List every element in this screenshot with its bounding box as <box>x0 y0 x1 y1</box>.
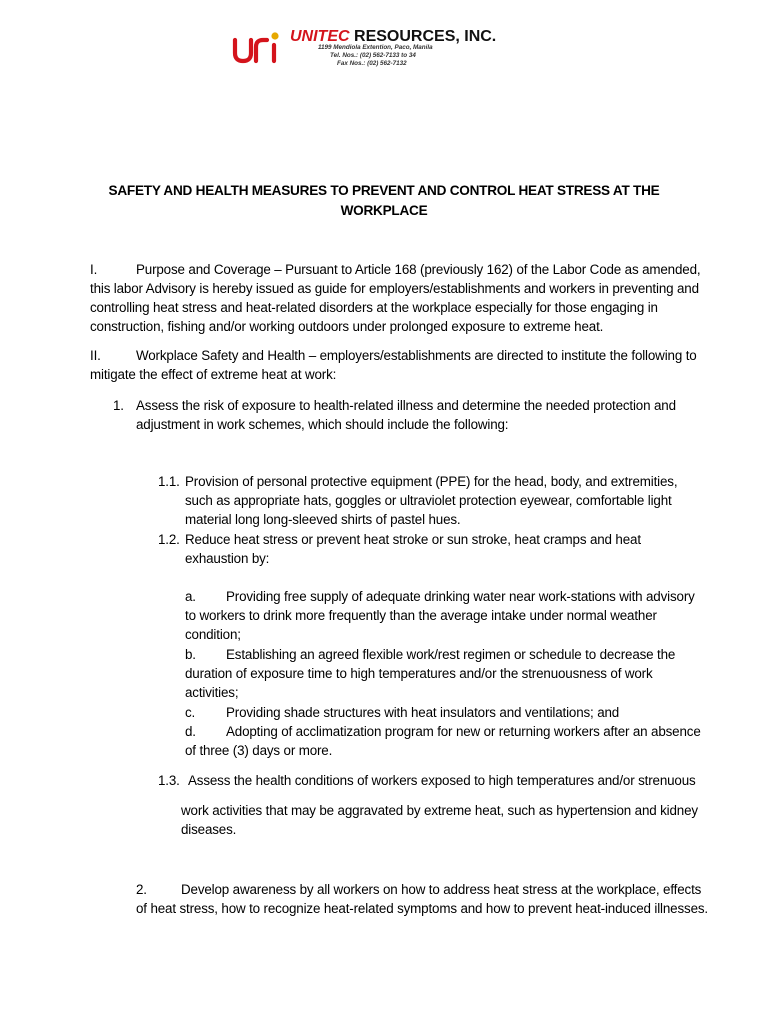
sub-d-line: of three (3) days or more. <box>185 743 333 758</box>
item2-number: 2. <box>136 882 147 897</box>
sub-d-letter: d. <box>185 724 196 739</box>
section2-line: mitigate the effect of extreme heat at work: <box>90 367 337 382</box>
item1-3-line: work activities that may be aggravated by extreme heat, such as hypertension and kidney <box>181 803 698 818</box>
item1-3-number: 1.3. <box>158 773 180 788</box>
section1-line: controlling heat stress and heat-related disorders at the workplace especially for those engaging in <box>90 300 658 315</box>
item1-line: Assess the risk of exposure to health-related illness and determine the needed protection and <box>136 398 676 413</box>
item1-1-line: such as appropriate hats, goggles or ultraviolet protection eyewear, comfortable light <box>185 493 672 508</box>
item1-3-line: Assess the health conditions of workers exposed to high temperatures and/or strenuous <box>188 773 696 788</box>
item2-line: of heat stress, how to recognize heat-related symptoms and how to prevent heat-induced illnesses. <box>136 901 708 916</box>
unitec-logo-icon <box>232 31 284 65</box>
item1-number: 1. <box>113 398 124 413</box>
sub-d-line: Adopting of acclimatization program for new or returning workers after an absence <box>226 724 701 739</box>
company-brand: UNITEC <box>290 28 350 45</box>
item1-2-line: Reduce heat stress or prevent heat stroke or sun stroke, heat cramps and heat <box>185 532 641 547</box>
item1-line: adjustment in work schemes, which should include the following: <box>136 417 509 432</box>
sub-c-letter: c. <box>185 705 196 720</box>
section1-line: Purpose and Coverage – Pursuant to Article 168 (previously 162) of the Labor Code as amended, <box>136 262 701 277</box>
item1-1-number: 1.1. <box>158 474 180 489</box>
sub-b-line: Establishing an agreed flexible work/rest regimen or schedule to decrease the <box>226 647 676 662</box>
item1-2-line: exhaustion by: <box>185 551 270 566</box>
company-telephone: Tel. Nos.: (02) 562-7133 to 34 <box>330 52 416 59</box>
item1-3-line: diseases. <box>181 822 237 837</box>
item1-1-line: Provision of personal protective equipment (PPE) for the head, body, and extremities, <box>185 474 678 489</box>
section1-line: construction, fishing and/or working outdoors under prolonged exposure to extreme heat. <box>90 319 604 334</box>
sub-a-line: to workers to drink more frequently than the average intake under normal weather <box>185 608 657 623</box>
sub-b-line: duration of exposure time to high temperatures and/or the strenuousness of work <box>185 666 653 681</box>
sub-a-line: Providing free supply of adequate drinking water near work-stations with advisory <box>226 589 695 604</box>
section2-number: II. <box>90 348 101 363</box>
item2-line: Develop awareness by all workers on how to address heat stress at the workplace, effects <box>181 882 702 897</box>
sub-b-line: activities; <box>185 685 239 700</box>
section2-line: Workplace Safety and Health – employers/establishments are directed to institute the following to <box>136 348 697 363</box>
company-fax: Fax Nos.: (02) 562-7132 <box>337 60 407 67</box>
document-title-line1: SAFETY AND HEALTH MEASURES TO PREVENT AND CONTROL HEAT STRESS AT THE <box>108 183 660 198</box>
item1-1-line: material long long-sleeved shirts of pastel hues. <box>185 512 461 527</box>
sub-a-line: condition; <box>185 627 241 642</box>
section1-line: this labor Advisory is hereby issued as guide for employers/establishments and workers in preventing and <box>90 281 699 296</box>
sub-b-letter: b. <box>185 647 196 662</box>
company-address: 1199 Mendiola Extention, Paco, Manila <box>318 44 433 51</box>
sub-a-letter: a. <box>185 589 196 604</box>
company-suffix: RESOURCES, INC. <box>349 28 497 45</box>
item1-2-number: 1.2. <box>158 532 180 547</box>
document-title-line2: WORKPLACE <box>340 203 428 218</box>
section1-number: I. <box>90 262 98 277</box>
sub-c-line: Providing shade structures with heat insulators and ventilations; and <box>226 705 620 720</box>
